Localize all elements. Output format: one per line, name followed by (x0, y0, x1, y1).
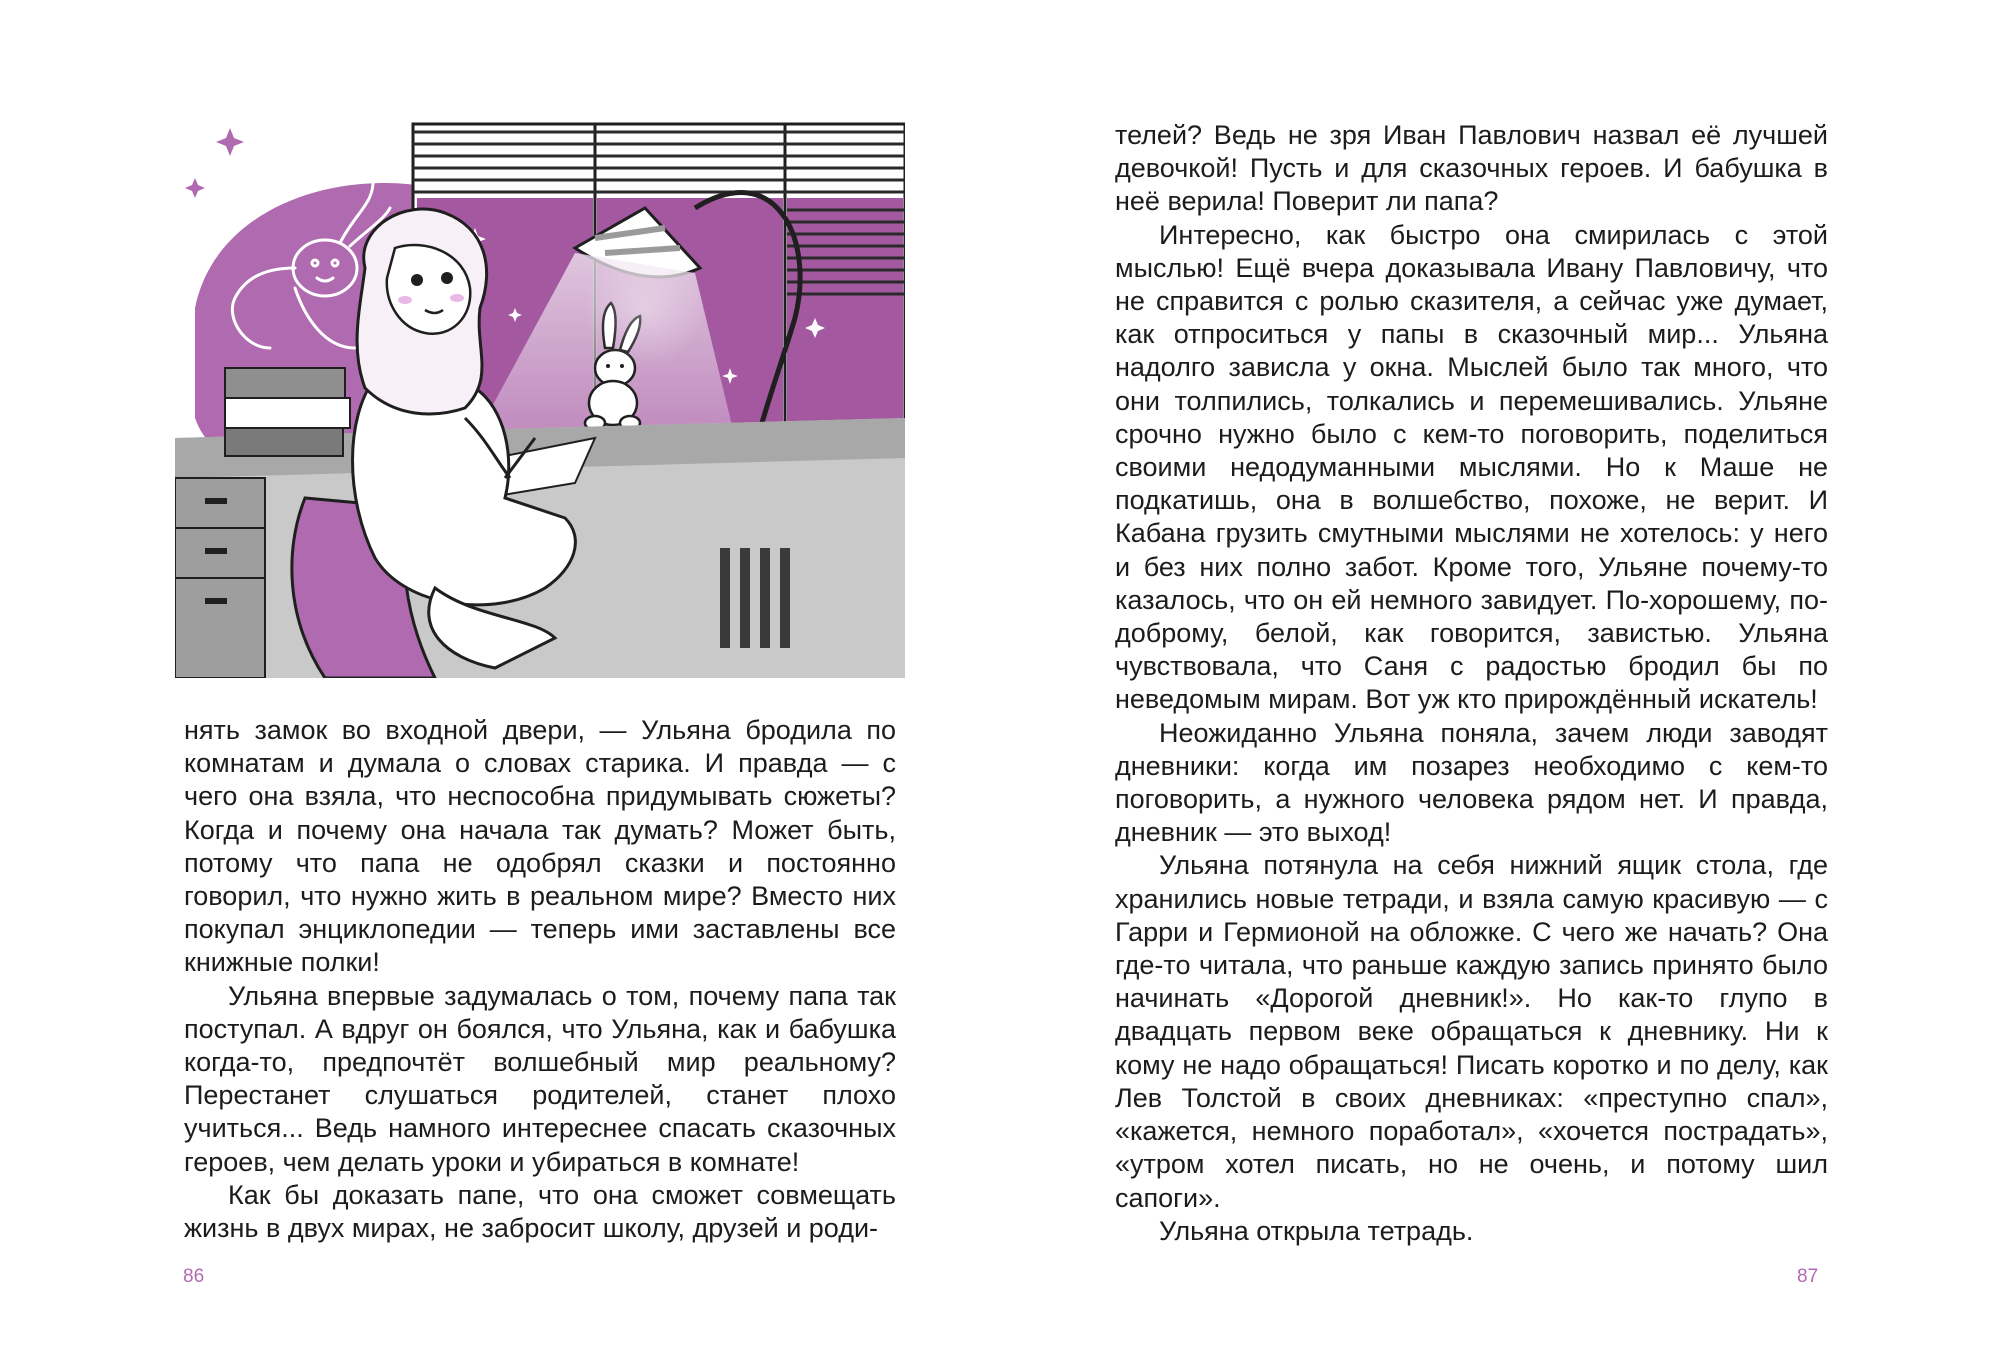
paragraph: телей? Ведь не зря Иван Павлович назвал её лучшей девочкой! Пусть и для сказочных героев. И бабушка в неё верила! Поверит ли папа? (1115, 120, 1828, 217)
girl-at-window-illustration (175, 118, 905, 678)
page-number: 86 (183, 1266, 205, 1287)
paragraph: Неожиданно Ульяна поняла, зачем люди заводят дневники: когда им позарез необходимо с кем-то поговорить, а нужного человека рядом нет. И правда, дневник — это выход! (1115, 717, 1828, 848)
paragraph: Интересно, как быстро она смирилась с этой мыслью! Ещё вчера доказывала Ивану Павловичу, что не справится с ролью сказителя, а сейчас уже думает, как отпроситься у папы в сказочный мир... Ульяна надолго зависла у окна. Мыслей было так много, что они толпились, толкались и перемешивались. Ульяне срочно нужно было с кем-то поговорить, поделиться своими недодуманными мыслями. Но к Маше не подкатишь, она в волшебство, похоже, не верит. И Кабана грузить смутными мыслями не хотелось: у него и без них полно забот. Кроме того, Ульяне почему-то казалось, что он ей немного завидует. По-хорошему, по-доброму, белой, как говорится, завистью. Ульяна чувствовала, что Саня с радостью бродил бы по неведомым мирам. Вот уж кто прирождённый искатель! (1115, 219, 1828, 715)
paragraph: Как бы доказать папе, что она сможет совмещать жизнь в двух мирах, не забросит школу, друзей и роди- (184, 1179, 896, 1244)
right-page-text (1115, 119, 1828, 1248)
page-number: 87 (1797, 1266, 1819, 1287)
paragraph: Ульяна впервые задумалась о том, почему папа так поступал. А вдруг он боялся, что Ульяна, как и бабушка когда-то, предпочтёт волшебный мир реальному? Перестанет слушаться родителей, станет плохо учиться... Ведь намного интереснее спасать сказочных героев, чем делать уроки и убираться в комнате! (184, 980, 896, 1177)
right-page (1000, 0, 2000, 1369)
left-page-text (184, 714, 896, 1245)
paragraph: Ульяна открыла тетрадь. (1159, 1215, 1474, 1246)
paragraph: нять замок во входной двери, — Ульяна бродила по комнатам и думала о словах старика. И правда — с чего она взяла, что неспособна придумывать сюжеты? Когда и почему она начала так думать? Может быть, потому что папа не одобрял сказки и постоянно говорил, что нужно жить в реальном мире? Вместо них покупал энциклопедии — теперь ими заставлены все книжные полки! (184, 715, 896, 978)
paragraph: Ульяна потянула на себя нижний ящик стола, где хранились новые тетради, и взяла самую красивую — с Гарри и Гермионой на обложке. С чего же начать? Она где-то читала, что раньше каждую запись принято было начинать «Дорогой дневник!». Но как-то глупо в двадцать первом веке обращаться к дневнику. Ни к кому не надо обращаться! Писать коротко и по делу, как Лев Толстой в своих дневниках: «преступно спал», «кажется, немного поработал», «хочется пострадать», «утром хотел писать, но не очень, и потому шил сапоги». (1115, 850, 1828, 1213)
